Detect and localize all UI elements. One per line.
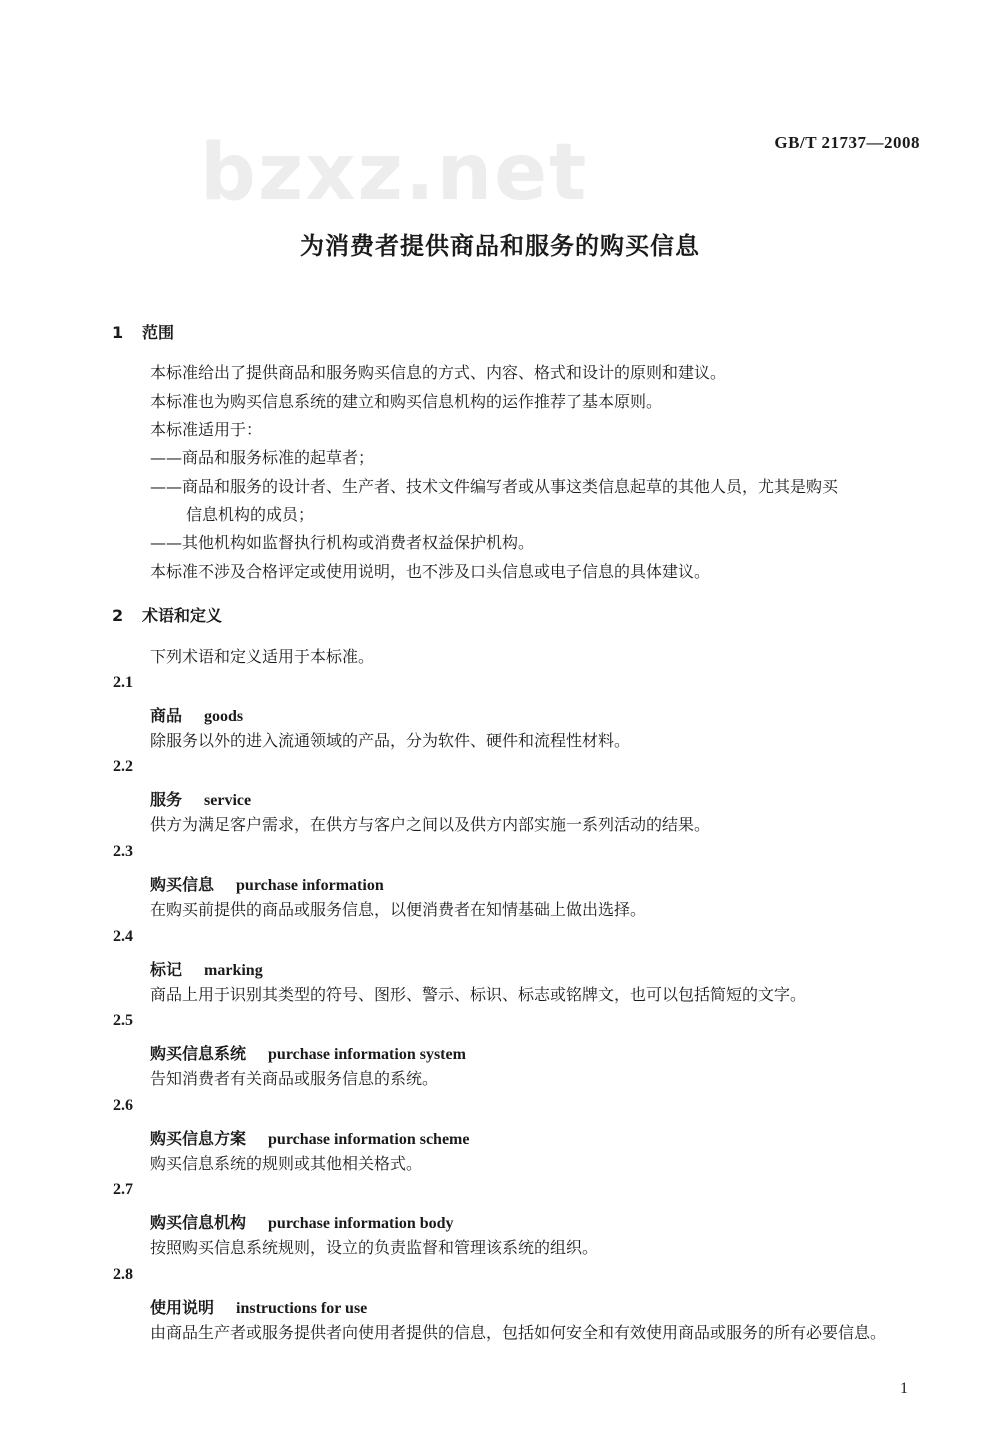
term-definition: 由商品生产者或服务提供者向使用者提供的信息，包括如何安全和有效使用商品或服务的所有必要信息。: [150, 1323, 887, 1342]
page-number: 1: [900, 1380, 908, 1397]
section-2-heading: [112, 603, 222, 626]
section-1-heading: [112, 320, 174, 343]
term-zh: 使用说明: [150, 1298, 215, 1317]
term-en: purchase information system: [268, 1046, 466, 1063]
term-heading: [150, 1295, 367, 1318]
term-number: 2.4: [113, 928, 133, 945]
term-heading: [150, 1041, 466, 1064]
term-en: purchase information: [236, 877, 384, 894]
term-en: marking: [204, 962, 263, 979]
term-en: purchase information scheme: [268, 1131, 470, 1148]
term-number: 2.7: [113, 1181, 133, 1198]
term-zh: 购买信息机构: [150, 1213, 247, 1232]
list-item: ——商品和服务标准的起草者；: [150, 448, 375, 467]
term-zh: 购买信息系统: [150, 1044, 247, 1063]
term-number: 2.1: [113, 674, 133, 691]
paragraph: 本标准也为购买信息系统的建立和购买信息机构的运作推荐了基本原则。: [150, 392, 663, 411]
term-en: service: [204, 792, 252, 809]
term-definition: 除服务以外的进入流通领域的产品，分为软件、硬件和流程性材料。: [150, 731, 631, 750]
term-zh: 商品: [150, 706, 183, 725]
term-en: purchase information body: [268, 1215, 454, 1232]
term-definition: 购买信息系统的规则或其他相关格式。: [150, 1154, 423, 1173]
list-item: ——其他机构如监督执行机构或消费者权益保护机构。: [150, 533, 535, 552]
term-definition: 按照购买信息系统规则，设立的负责监督和管理该系统的组织。: [150, 1238, 599, 1257]
section-number: 1: [112, 323, 124, 342]
term-number: 2.6: [113, 1097, 133, 1114]
term-number: 2.5: [113, 1012, 133, 1029]
term-definition: 供方为满足客户需求，在供方与客户之间以及供方内部实施一系列活动的结果。: [150, 815, 711, 834]
term-en: goods: [204, 708, 244, 725]
term-number: 2.2: [113, 758, 133, 775]
section-number: 2: [112, 606, 124, 625]
term-heading: [150, 1126, 469, 1149]
term-zh: 标记: [150, 960, 183, 979]
term-definition: 告知消费者有关商品或服务信息的系统。: [150, 1069, 439, 1088]
section-title: 术语和定义: [142, 606, 223, 625]
term-heading: [150, 703, 243, 726]
term-heading: [150, 1210, 454, 1233]
term-zh: 服务: [150, 790, 183, 809]
paragraph: 本标准不涉及合格评定或使用说明，也不涉及口头信息或电子信息的具体建议。: [150, 562, 711, 581]
term-heading: [150, 957, 263, 980]
term-heading: [150, 787, 251, 810]
term-zh: 购买信息方案: [150, 1129, 247, 1148]
paragraph: 本标准适用于：: [150, 420, 263, 439]
term-en: instructions for use: [236, 1300, 368, 1317]
paragraph: 本标准给出了提供商品和服务购买信息的方式、内容、格式和设计的原则和建议。: [150, 363, 727, 382]
list-item-line: ——商品和服务的设计者、生产者、技术文件编写者或从事这类信息起草的其他人员，尤其是购买: [150, 477, 839, 496]
term-number: 2.8: [113, 1266, 133, 1283]
standard-code: GB/T 21737—2008: [774, 133, 920, 152]
term-number: 2.3: [113, 843, 133, 860]
term-heading: [150, 872, 384, 895]
term-zh: 购买信息: [150, 875, 215, 894]
section-title: 范围: [142, 323, 175, 342]
term-definition: 商品上用于识别其类型的符号、图形、警示、标识、标志或铭牌文，也可以包括简短的文字。: [150, 985, 807, 1004]
term-definition: 在购买前提供的商品或服务信息，以便消费者在知情基础上做出选择。: [150, 900, 647, 919]
list-item-line: 信息机构的成员；: [186, 505, 315, 524]
watermark: bzxz.net: [200, 128, 589, 218]
list-item: [150, 473, 923, 529]
paragraph: 下列术语和定义适用于本标准。: [150, 647, 375, 666]
document-title: 为消费者提供商品和服务的购买信息: [300, 232, 700, 260]
